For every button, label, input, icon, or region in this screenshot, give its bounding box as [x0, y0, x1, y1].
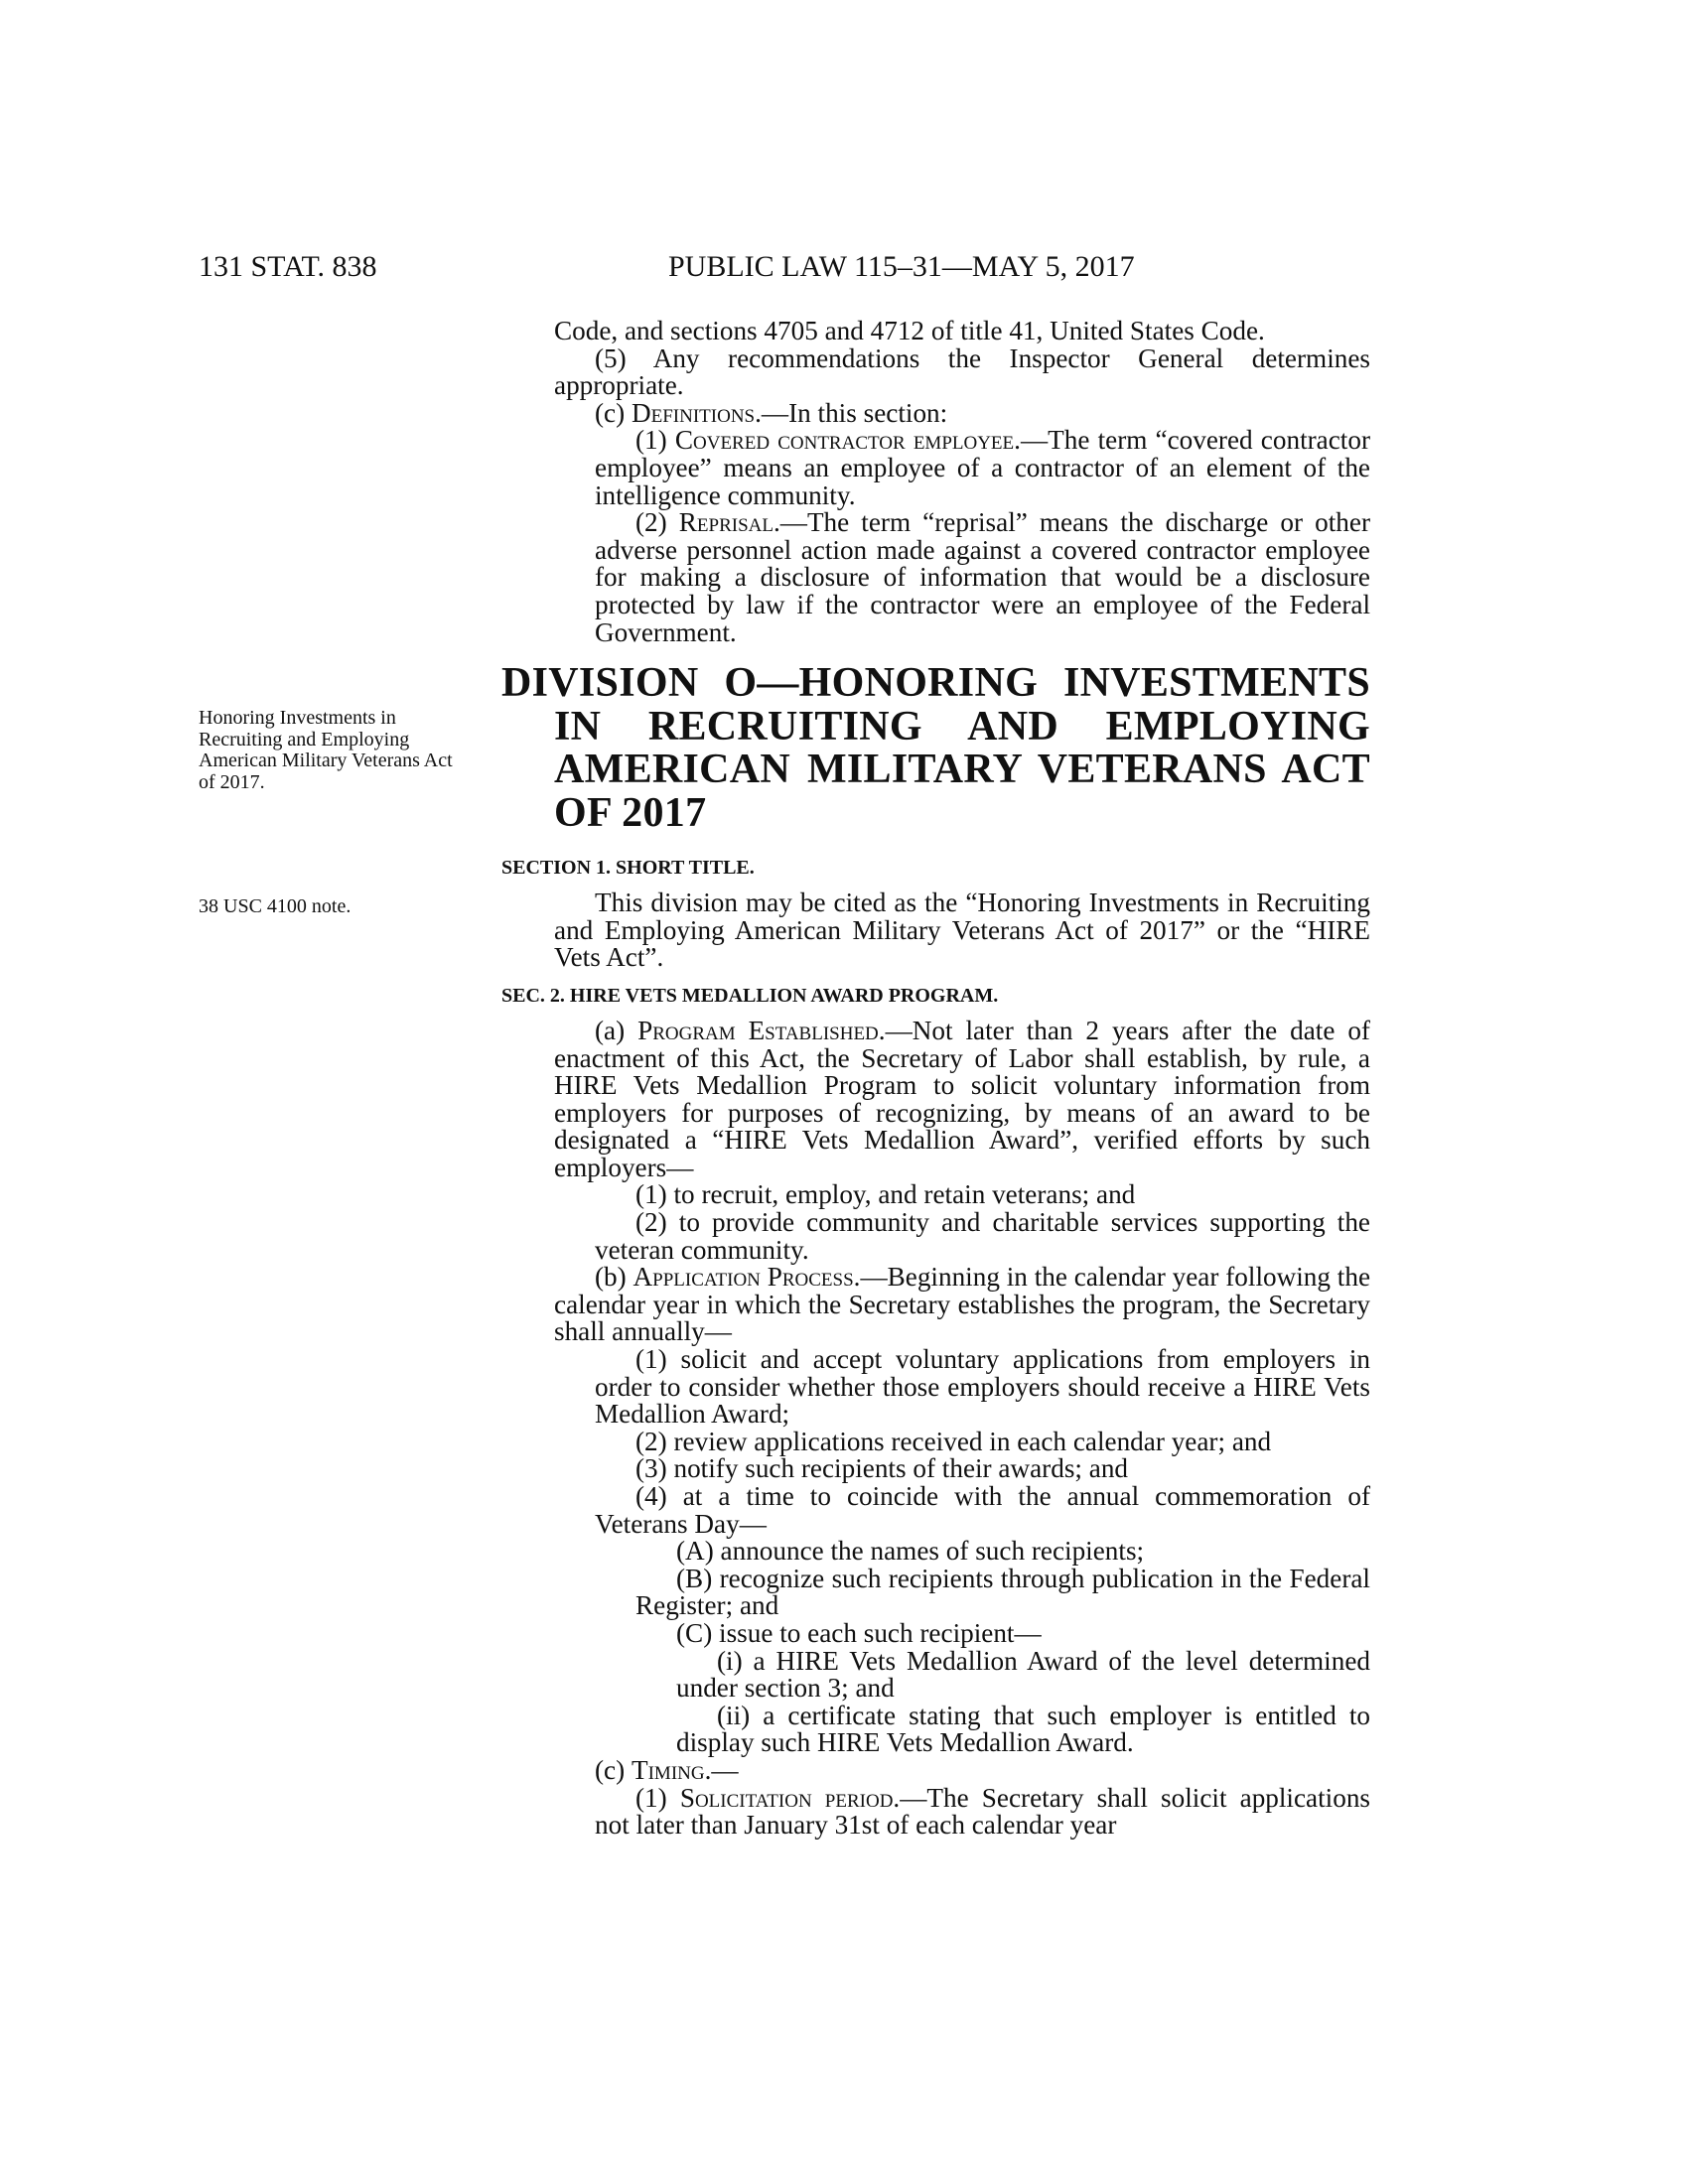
- division-title: DIVISION O—HONORING INVESTMENTS IN RECRUITING AND EMPLOYING AMERICAN MILITARY VETERANS ACT OF 2017: [501, 660, 1370, 836]
- label: (b): [595, 1262, 633, 1293]
- paragraph-c1-solicitation-period: [554, 1782, 1370, 1841]
- paragraph-a1: (1) to recruit, employ, and retain veterans; and: [635, 1179, 1136, 1210]
- paragraph-continuation: Code, and sections 4705 and 4712 of title 41, United States Code.: [554, 316, 1265, 345]
- heading: Definitions: [631, 397, 756, 428]
- text: .—In this section:: [755, 397, 948, 428]
- paragraph-a2: (2) to provide community and charitable services supporting the veteran community.: [595, 1207, 1370, 1265]
- definition-reprisal: [554, 509, 1370, 646]
- statute-page-number: 131 STAT. 838: [199, 250, 377, 283]
- label: (1): [635, 1782, 680, 1813]
- text: .—Not later than 2 years after the date of enactment of this Act, the Secretary of Labor shall establish, by rule, a HIRE Vets Medallion Program to solicit voluntary information from employers for purposes of recognizing, by means of an award to be designated a “HIRE Vets Medallion Award”, verified efforts by such employers—: [554, 1015, 1370, 1182]
- heading: Timing: [631, 1754, 705, 1785]
- text: .—: [704, 1754, 739, 1785]
- main-text-column: [501, 316, 1371, 1841]
- label: (2): [635, 507, 679, 538]
- heading: Covered contractor employee: [674, 425, 1015, 456]
- label: (1): [635, 425, 675, 456]
- clause-bCi: (i) a HIRE Vets Medallion Award of the level determined under section 3; and: [676, 1645, 1370, 1704]
- paragraph-b2: (2) review applications received in each calendar year; and: [635, 1426, 1272, 1456]
- public-law-title: PUBLIC LAW 115–31—MAY 5, 2017: [668, 250, 1135, 283]
- text: .—The term “reprisal” means the discharge or other adverse personnel action made against a covered contractor employee for making a disclosure of information that would be a disclosure protected by law if the contractor were an employee of the Federal Government.: [595, 507, 1370, 647]
- margin-note-short-title: Honoring Investments in Recruiting and Employing American Military Veterans Act of 2017.: [199, 707, 453, 793]
- subsection-c-definitions: [554, 397, 1370, 428]
- margin-note-usc: 38 USC 4100 note.: [199, 895, 352, 917]
- heading: Solicitation period: [679, 1782, 894, 1813]
- paragraph-b4: (4) at a time to coincide with the annual commemoration of Veterans Day—: [595, 1481, 1370, 1539]
- label: (c): [595, 1754, 632, 1785]
- section-1-text: This division may be cited as the “Honoring Investments in Recruiting and Employing American Military Veterans Act of 2017” or the “HIRE Vets Act”.: [554, 887, 1370, 973]
- paragraph-b3: (3) notify such recipients of their awards; and: [635, 1453, 1129, 1484]
- paragraph-5-recommendations: (5) Any recommendations the Inspector General determines appropriate.: [554, 342, 1370, 401]
- heading: Program Established: [637, 1015, 879, 1045]
- text: .—Beginning in the calendar year following the calendar year in which the Secretary establishes the program, the Secretary shall annually—: [554, 1262, 1371, 1347]
- paragraph-b1: (1) solicit and accept voluntary applications from employers in order to consider whether those employers should receive a HIRE Vets Medallion Award;: [595, 1344, 1370, 1430]
- running-header: [0, 250, 1688, 290]
- subparagraph-bC: (C) issue to each such recipient—: [676, 1617, 1042, 1648]
- section-1-heading: SECTION 1. SHORT TITLE.: [501, 857, 755, 880]
- subparagraph-bA: (A) announce the names of such recipients;: [676, 1536, 1145, 1567]
- subparagraph-bB: (B) recognize such recipients through publication in the Federal Register; and: [635, 1563, 1370, 1621]
- text: .—The term “covered contractor employee” means an employee of a contractor of an element of the intelligence community.: [595, 425, 1371, 510]
- section-2-heading: SEC. 2. HIRE VETS MEDALLION AWARD PROGRAM.: [501, 984, 999, 1007]
- subsection-a-program-established: [554, 1015, 1370, 1182]
- label: (c): [595, 397, 632, 428]
- text: .—The Secretary shall solicit applications not later than January 31st of each calendar year: [595, 1782, 1370, 1841]
- clause-bCii: (ii) a certificate stating that such employer is entitled to display such HIRE Vets Medallion Award.: [676, 1700, 1370, 1758]
- subsection-b-application-process: [554, 1264, 1370, 1346]
- label: (a): [595, 1015, 638, 1045]
- definition-covered-contractor-employee: [554, 427, 1370, 509]
- heading: Application Process: [633, 1262, 854, 1293]
- subsection-c-timing: [554, 1754, 1370, 1785]
- heading: Reprisal: [678, 507, 774, 538]
